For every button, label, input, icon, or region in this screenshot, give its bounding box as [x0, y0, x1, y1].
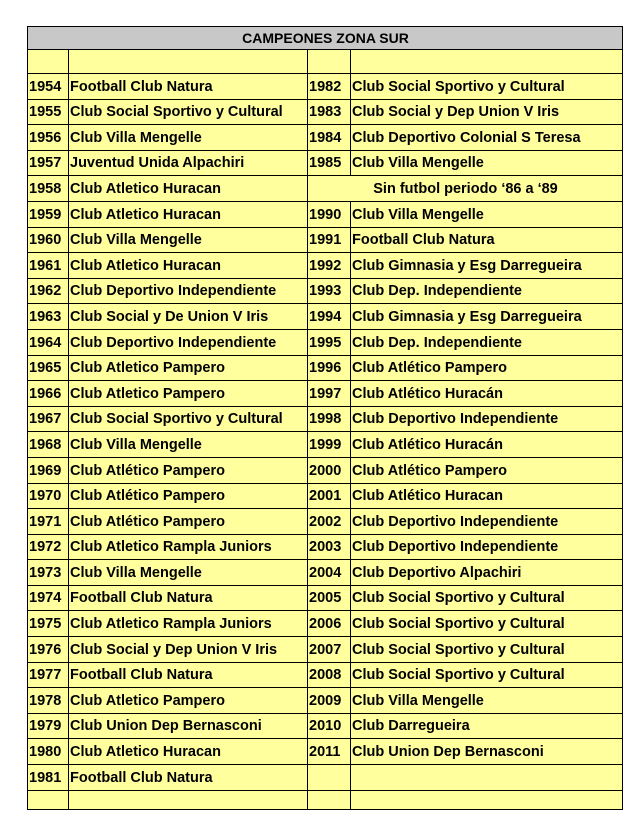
champion-cell-right: Club Villa Mengelle — [351, 688, 623, 714]
champion-cell-right: Football Club Natura — [351, 227, 623, 253]
champions-table — [27, 26, 623, 810]
year-cell-right: 2002 — [308, 509, 351, 535]
year-cell-left: 1976 — [28, 637, 69, 663]
champion-cell-left: Club Social y Dep Union V Iris — [69, 637, 308, 663]
champion-cell-right: Club Gimnasia y Esg Darregueira — [351, 253, 623, 279]
year-cell-left: 1962 — [28, 278, 69, 304]
year-cell-right: 2006 — [308, 611, 351, 637]
empty-cell — [28, 50, 69, 74]
year-cell-right: 1982 — [308, 74, 351, 100]
table-row — [28, 99, 623, 125]
champion-cell-right: Club Deportivo Independiente — [351, 509, 623, 535]
year-cell-right: 2004 — [308, 560, 351, 586]
year-cell-right — [308, 765, 351, 791]
champion-cell-left: Football Club Natura — [69, 662, 308, 688]
table-row — [28, 381, 623, 407]
year-cell-right: 1991 — [308, 227, 351, 253]
champion-cell-right: Club Villa Mengelle — [351, 150, 623, 176]
empty-cell — [308, 790, 351, 809]
champion-cell-left: Club Social Sportivo y Cultural — [69, 406, 308, 432]
champion-cell-left: Football Club Natura — [69, 74, 308, 100]
champion-cell-left: Club Atletico Huracan — [69, 739, 308, 765]
champion-cell-left: Club Villa Mengelle — [69, 432, 308, 458]
year-cell-right: 1984 — [308, 125, 351, 151]
year-cell-right: 1997 — [308, 381, 351, 407]
year-cell-right: 1998 — [308, 406, 351, 432]
year-cell-left: 1972 — [28, 534, 69, 560]
champion-cell-right: Club Atlético Huracan — [351, 483, 623, 509]
champion-cell-left: Club Atlético Pampero — [69, 457, 308, 483]
year-cell-right: 2008 — [308, 662, 351, 688]
champion-cell-left: Club Atletico Huracan — [69, 176, 308, 202]
year-cell-left: 1980 — [28, 739, 69, 765]
year-cell-right: 2009 — [308, 688, 351, 714]
year-cell-right: 1983 — [308, 99, 351, 125]
table-row — [28, 534, 623, 560]
champion-cell-right: Club Dep. Independiente — [351, 329, 623, 355]
year-cell-right: 1985 — [308, 150, 351, 176]
table-row — [28, 304, 623, 330]
empty-cell — [351, 50, 623, 74]
empty-cell — [351, 790, 623, 809]
year-cell-left: 1979 — [28, 713, 69, 739]
year-cell-left: 1973 — [28, 560, 69, 586]
champion-cell-left: Club Atletico Pampero — [69, 381, 308, 407]
empty-row — [28, 790, 623, 809]
table-row — [28, 253, 623, 279]
table-row — [28, 585, 623, 611]
champion-cell-right: Club Deportivo Alpachiri — [351, 560, 623, 586]
champion-cell-right — [351, 765, 623, 791]
year-cell-right: 1994 — [308, 304, 351, 330]
year-cell-left: 1971 — [28, 509, 69, 535]
table-row — [28, 713, 623, 739]
year-cell-left: 1965 — [28, 355, 69, 381]
empty-cell — [308, 50, 351, 74]
year-cell-right: 2003 — [308, 534, 351, 560]
year-cell-left: 1974 — [28, 585, 69, 611]
champion-cell-right: Club Union Dep Bernasconi — [351, 739, 623, 765]
note-cell: Sin futbol periodo ‘86 a ‘89 — [308, 176, 623, 202]
table-row — [28, 355, 623, 381]
year-cell-left: 1954 — [28, 74, 69, 100]
year-cell-left: 1955 — [28, 99, 69, 125]
champion-cell-left: Club Atletico Huracan — [69, 201, 308, 227]
year-cell-left: 1968 — [28, 432, 69, 458]
empty-cell — [28, 790, 69, 809]
champion-cell-left: Club Atletico Pampero — [69, 688, 308, 714]
year-cell-right: 2010 — [308, 713, 351, 739]
champion-cell-right: Club Gimnasia y Esg Darregueira — [351, 304, 623, 330]
year-cell-left: 1956 — [28, 125, 69, 151]
year-cell-left: 1977 — [28, 662, 69, 688]
champion-cell-left: Club Deportivo Independiente — [69, 278, 308, 304]
year-cell-right: 1992 — [308, 253, 351, 279]
empty-cell — [69, 50, 308, 74]
champion-cell-right: Club Villa Mengelle — [351, 201, 623, 227]
year-cell-right: 1999 — [308, 432, 351, 458]
year-cell-left: 1964 — [28, 329, 69, 355]
table-row — [28, 227, 623, 253]
empty-row — [28, 50, 623, 74]
year-cell-left: 1981 — [28, 765, 69, 791]
table-row — [28, 74, 623, 100]
champion-cell-left: Club Atlético Pampero — [69, 509, 308, 535]
table-row — [28, 483, 623, 509]
champion-cell-left: Football Club Natura — [69, 765, 308, 791]
table-row — [28, 406, 623, 432]
year-cell-left: 1961 — [28, 253, 69, 279]
champion-cell-right: Club Atlético Huracán — [351, 432, 623, 458]
year-cell-left: 1963 — [28, 304, 69, 330]
champion-cell-right: Club Darregueira — [351, 713, 623, 739]
year-cell-left: 1967 — [28, 406, 69, 432]
table-row — [28, 688, 623, 714]
year-cell-right: 2011 — [308, 739, 351, 765]
year-cell-right: 2001 — [308, 483, 351, 509]
champion-cell-left: Football Club Natura — [69, 585, 308, 611]
year-cell-right: 2000 — [308, 457, 351, 483]
year-cell-right: 1996 — [308, 355, 351, 381]
champion-cell-right: Club Social Sportivo y Cultural — [351, 74, 623, 100]
champion-cell-right: Club Social Sportivo y Cultural — [351, 611, 623, 637]
year-cell-left: 1960 — [28, 227, 69, 253]
table-row — [28, 739, 623, 765]
year-cell-left: 1958 — [28, 176, 69, 202]
table-row — [28, 176, 623, 202]
empty-cell — [69, 790, 308, 809]
table-row — [28, 329, 623, 355]
champions-table-body — [28, 27, 623, 810]
year-cell-right: 2005 — [308, 585, 351, 611]
champion-cell-left: Club Union Dep Bernasconi — [69, 713, 308, 739]
champion-cell-left: Club Atletico Rampla Juniors — [69, 534, 308, 560]
champion-cell-left: Juventud Unida Alpachiri — [69, 150, 308, 176]
year-cell-left: 1969 — [28, 457, 69, 483]
year-cell-right: 1990 — [308, 201, 351, 227]
year-cell-right: 2007 — [308, 637, 351, 663]
table-row — [28, 457, 623, 483]
champion-cell-left: Club Villa Mengelle — [69, 125, 308, 151]
champion-cell-left: Club Deportivo Independiente — [69, 329, 308, 355]
champion-cell-left: Club Atletico Pampero — [69, 355, 308, 381]
champion-cell-left: Club Atletico Rampla Juniors — [69, 611, 308, 637]
champion-cell-left: Club Social y De Union V Iris — [69, 304, 308, 330]
year-cell-left: 1957 — [28, 150, 69, 176]
champion-cell-right: Club Atlético Huracán — [351, 381, 623, 407]
table-row — [28, 765, 623, 791]
table-row — [28, 125, 623, 151]
table-row — [28, 278, 623, 304]
table-row — [28, 432, 623, 458]
table-row — [28, 201, 623, 227]
year-cell-right: 1993 — [308, 278, 351, 304]
champion-cell-left: Club Social Sportivo y Cultural — [69, 99, 308, 125]
champion-cell-right: Club Atlético Pampero — [351, 457, 623, 483]
champion-cell-right: Club Atlético Pampero — [351, 355, 623, 381]
champion-cell-right: Club Deportivo Independiente — [351, 406, 623, 432]
year-cell-left: 1966 — [28, 381, 69, 407]
table-row — [28, 611, 623, 637]
title-row — [28, 27, 623, 50]
table-row — [28, 637, 623, 663]
champion-cell-right: Club Dep. Independiente — [351, 278, 623, 304]
table-title: CAMPEONES ZONA SUR — [28, 27, 623, 50]
year-cell-right: 1995 — [308, 329, 351, 355]
champion-cell-right: Club Deportivo Colonial S Teresa — [351, 125, 623, 151]
champion-cell-left: Club Atletico Huracan — [69, 253, 308, 279]
champion-cell-right: Club Social y Dep Union V Iris — [351, 99, 623, 125]
champion-cell-left: Club Atlético Pampero — [69, 483, 308, 509]
champion-cell-right: Club Deportivo Independiente — [351, 534, 623, 560]
table-row — [28, 509, 623, 535]
table-row — [28, 150, 623, 176]
champion-cell-right: Club Social Sportivo y Cultural — [351, 637, 623, 663]
champion-cell-right: Club Social Sportivo y Cultural — [351, 585, 623, 611]
year-cell-left: 1978 — [28, 688, 69, 714]
year-cell-left: 1959 — [28, 201, 69, 227]
table-row — [28, 560, 623, 586]
table-row — [28, 662, 623, 688]
year-cell-left: 1970 — [28, 483, 69, 509]
champion-cell-right: Club Social Sportivo y Cultural — [351, 662, 623, 688]
year-cell-left: 1975 — [28, 611, 69, 637]
champion-cell-left: Club Villa Mengelle — [69, 227, 308, 253]
champion-cell-left: Club Villa Mengelle — [69, 560, 308, 586]
